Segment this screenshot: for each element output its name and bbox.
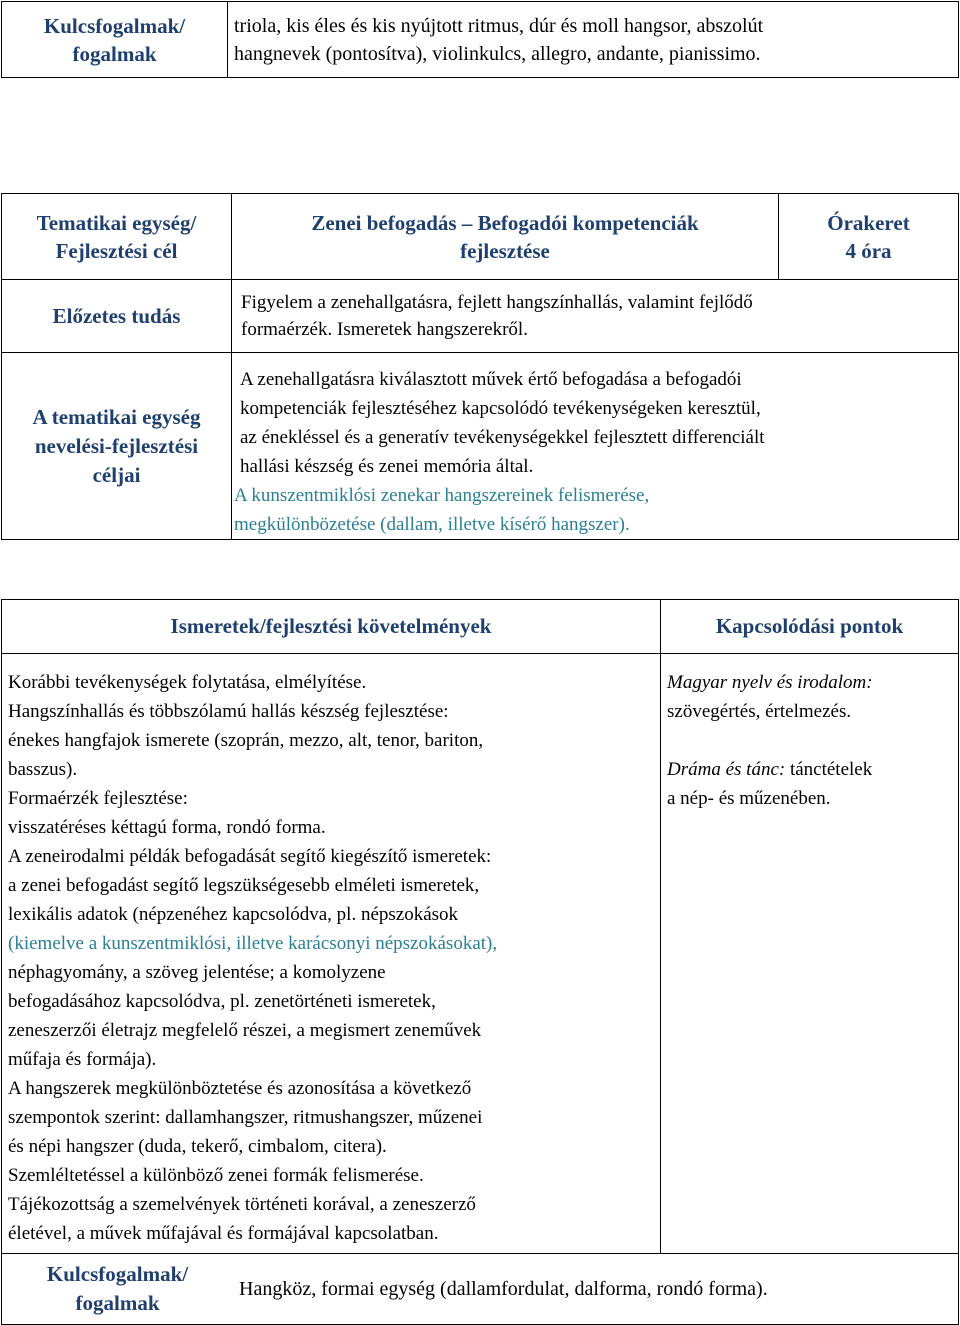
links-header <box>661 600 959 654</box>
unit-title-line: Zenei befogadás – Befogadói kompetenciák <box>311 210 699 235</box>
key-concepts-bottom-text: Hangköz, formai egység (dallamfordulat, dalforma, rondó forma). <box>239 1277 768 1300</box>
requirement-line: Formaérzék fejlesztése: <box>8 788 188 809</box>
goals-text <box>232 353 959 540</box>
requirement-line: (kiemelve a kunszentmiklósi, illetve karácsonyi népszokásokat), <box>8 933 498 954</box>
requirement-line: néphagyomány, a szöveg jelentése; a komolyzene <box>8 962 386 983</box>
link-text: a nép- és műzenében. <box>667 788 831 809</box>
unit-title <box>232 194 779 280</box>
prior-knowledge-label-text: Előzetes tudás <box>52 304 181 328</box>
link-text: szövegértés, értelmezés. <box>667 701 852 722</box>
requirement-line: befogadásához kapcsolódva, pl. zenetörténeti ismeretek, <box>8 991 436 1012</box>
goals-line: A zenehallgatásra kiválasztott művek értő befogadása a befogadói <box>240 369 742 390</box>
key-concepts-text <box>228 2 959 78</box>
requirement-line: énekes hangfajok ismerete (szoprán, mezzo, alt, tenor, bariton, <box>8 730 484 751</box>
unit-label-line: Tematikai egység/ <box>36 210 197 235</box>
unit-table <box>1 193 959 540</box>
key-concepts-label-line: Kulcsfogalmak/ <box>43 13 186 38</box>
goals-label-line: A tematikai egység <box>32 404 201 429</box>
requirement-line: Szemléltetéssel a különböző zenei formák felismerése. <box>8 1165 424 1186</box>
requirement-line: Tájékozottság a szemelvények történeti korával, a zeneszerző <box>8 1194 476 1215</box>
requirements-table <box>1 599 959 1325</box>
requirement-line: szempontok szerint: dallamhangszer, ritmushangszer, műzenei <box>8 1107 483 1128</box>
link-subject: Dráma és tánc: <box>667 759 786 780</box>
goals-label <box>2 353 232 540</box>
goals-label-line: nevelési-fejlesztési <box>34 433 199 458</box>
requirement-line: visszatéréses kéttagú forma, rondó forma. <box>8 817 326 838</box>
requirement-line: A hangszerek megkülönböztetése és azonosítása a következő <box>8 1078 472 1099</box>
hours-value: 4 óra <box>845 238 892 263</box>
links-body <box>661 654 959 1254</box>
link-item <box>667 755 952 813</box>
goals-line: kompetenciák fejlesztéséhez kapcsolódó tevékenységeken keresztül, <box>240 398 761 419</box>
requirement-line: és népi hangszer (duda, tekerő, cimbalom, citera). <box>8 1136 387 1157</box>
prior-knowledge-line: formaérzék. Ismeretek hangszerekről. <box>241 319 528 340</box>
prior-knowledge-text <box>232 280 959 353</box>
prior-knowledge-line: Figyelem a zenehallgatásra, fejlett hangszínhallás, valamint fejlődő <box>241 292 753 313</box>
goals-line: hallási készség és zenei memória által. <box>240 456 534 477</box>
links-header-text: Kapcsolódási pontok <box>715 614 904 638</box>
prior-knowledge-label <box>2 280 232 353</box>
requirement-line: a zenei befogadást segítő legszükségesebb elméleti ismeretek, <box>8 875 480 896</box>
unit-label-line: Fejlesztési cél <box>55 238 178 263</box>
hours-label: Órakeret <box>827 210 910 235</box>
requirement-line: A zeneirodalmi példák befogadását segítő kiegészítő ismeretek: <box>8 846 492 867</box>
key-concepts-line: triola, kis éles és kis nyújtott ritmus, dúr és moll hangsor, abszolút <box>234 15 764 37</box>
requirement-line: Hangszínhallás és többszólamú hallás készség fejlesztése: <box>8 701 449 722</box>
link-subject: Magyar nyelv és irodalom: <box>667 672 873 693</box>
requirements-body <box>2 654 661 1254</box>
key-concepts-line: hangnevek (pontosítva), violinkulcs, allegro, andante, pianissimo. <box>234 43 761 65</box>
key-concepts-label-line: fogalmak <box>75 1291 160 1315</box>
hours-cell <box>779 194 959 280</box>
key-concepts-label-line: fogalmak <box>72 41 157 66</box>
key-concepts-label <box>2 2 228 78</box>
key-concepts-label-bottom <box>2 1260 233 1318</box>
key-concepts-table <box>1 1 959 78</box>
requirement-line: műfaja és formája). <box>8 1049 157 1070</box>
key-concepts-text-bottom <box>233 1278 768 1301</box>
requirements-header-text: Ismeretek/fejlesztési követelmények <box>170 614 492 638</box>
unit-label <box>2 194 232 280</box>
goals-line: az énekléssel és a generatív tevékenységekkel fejlesztett differenciált <box>240 427 765 448</box>
goals-highlight-line: megkülönbözetése (dallam, illetve kísérő hangszer). <box>234 514 630 535</box>
requirement-line: Korábbi tevékenységek folytatása, elmélyítése. <box>8 672 367 693</box>
link-item <box>667 668 952 726</box>
requirement-line: életével, a művek műfajával és formájával kapcsolatban. <box>8 1223 439 1244</box>
unit-title-line: fejlesztése <box>460 238 550 263</box>
requirement-line: basszus). <box>8 759 78 780</box>
link-text: tánctételek <box>785 759 873 780</box>
requirement-line: lexikális adatok (népzenéhez kapcsolódva, pl. népszokások <box>8 904 459 925</box>
requirements-header <box>2 600 661 654</box>
goals-highlight-line: A kunszentmiklósi zenekar hangszereinek felismerése, <box>234 485 650 506</box>
key-concepts-row <box>2 1254 959 1325</box>
key-concepts-label-line: Kulcsfogalmak/ <box>46 1262 189 1286</box>
requirement-line: zeneszerzői életrajz megfelelő részei, a megismert zeneművek <box>8 1020 482 1041</box>
goals-label-line: céljai <box>92 462 141 487</box>
